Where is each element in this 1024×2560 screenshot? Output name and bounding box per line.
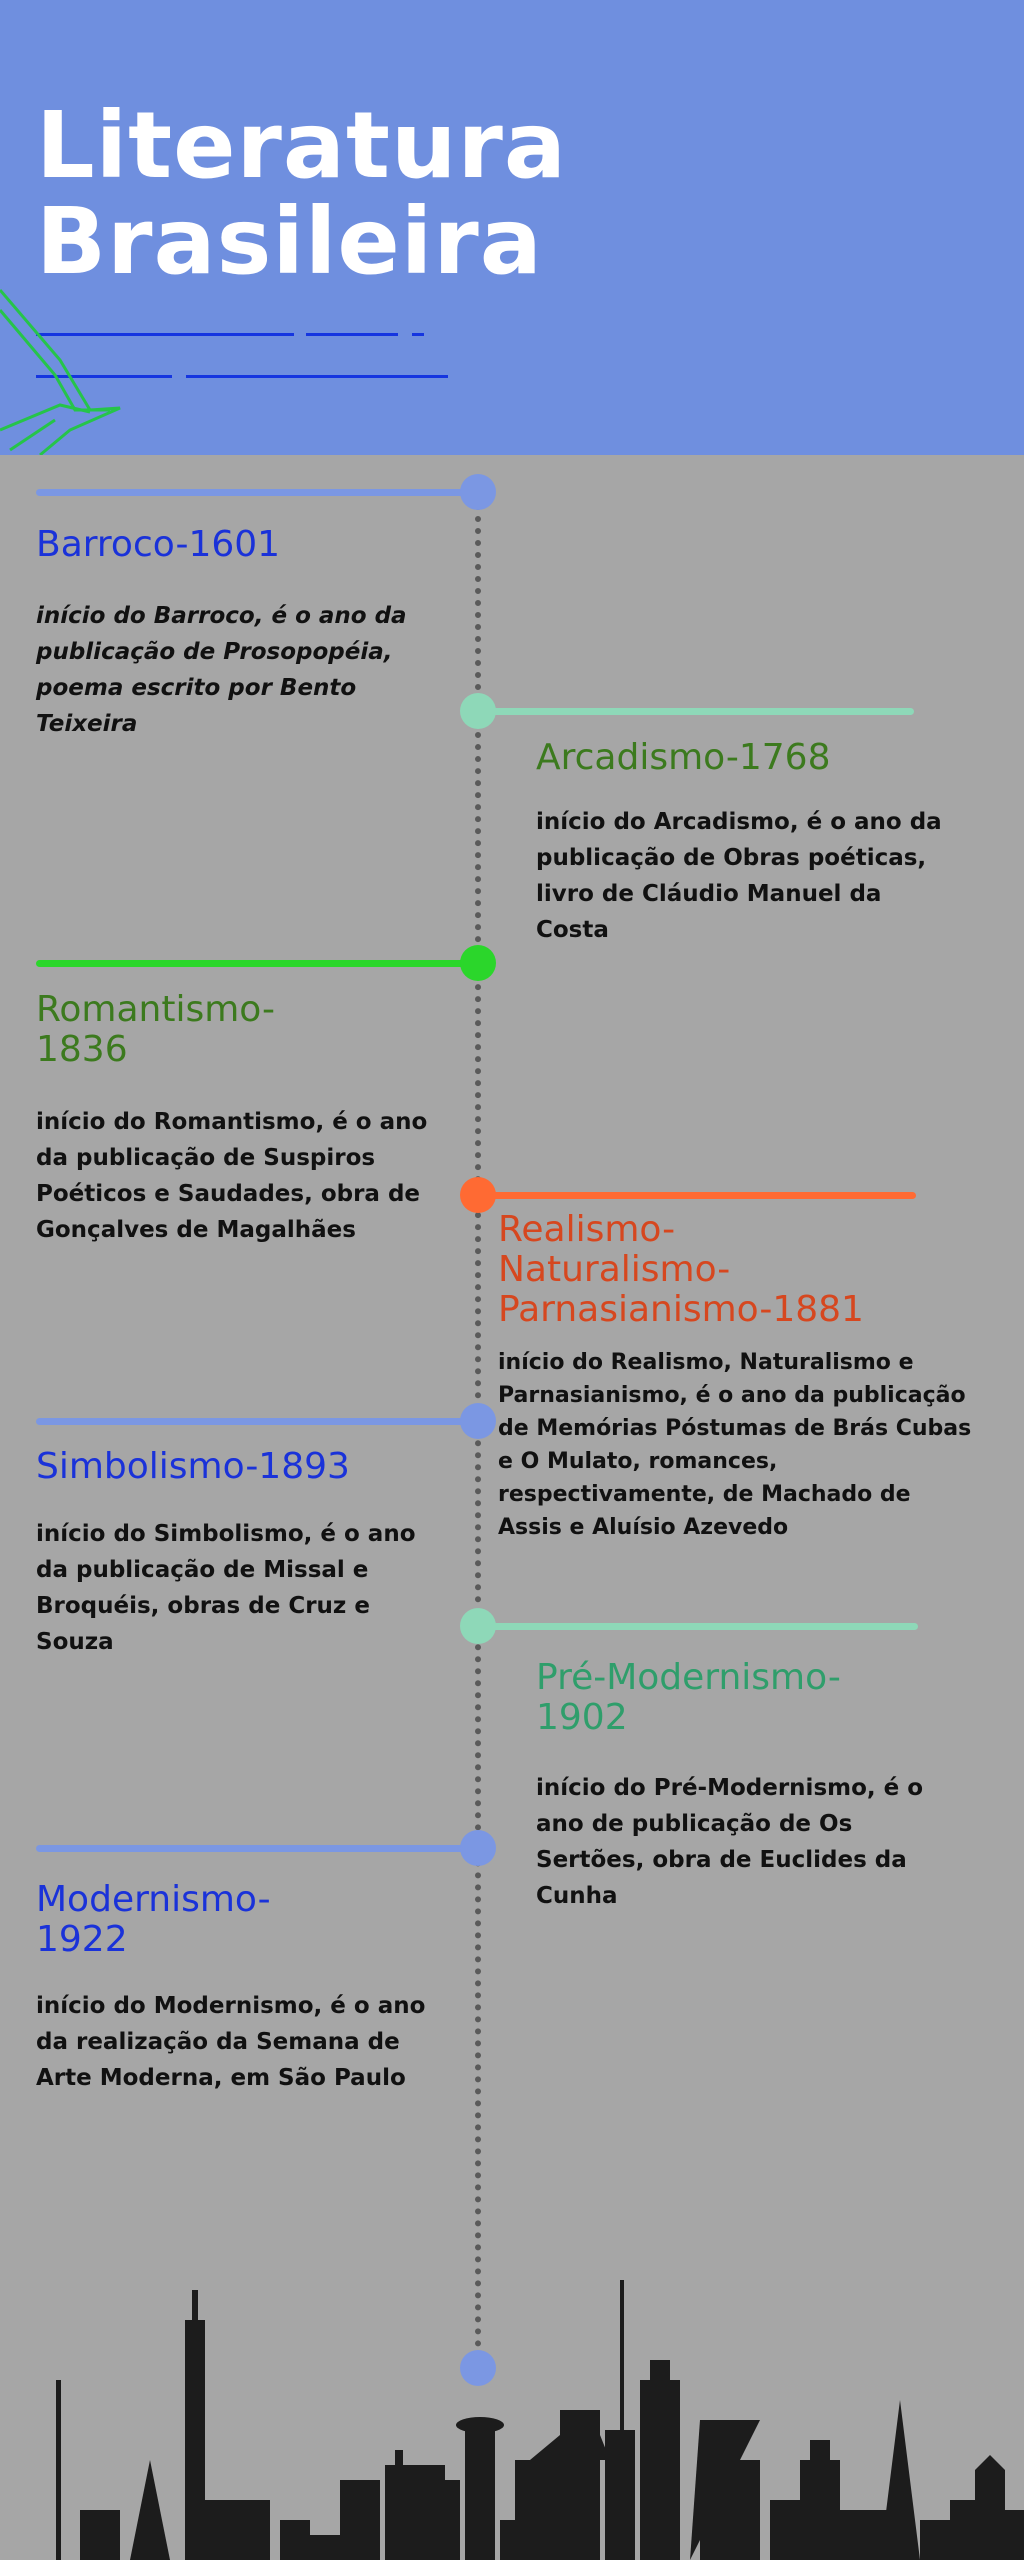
timeline-node [460,474,496,510]
header-decor-line [306,333,398,336]
entry-title-romantismo: Romantismo- 1836 [36,989,275,1070]
timeline-connector [478,708,914,715]
header-banner [0,0,1024,455]
entry-desc-romantismo: início do Romantismo, é o ano da publicação de Suspiros Poéticos e Saudades, obra de Gonçalves de Magalhães [36,1109,428,1243]
timeline-node [460,1177,496,1213]
timeline-connector [478,1192,916,1199]
entry-desc-simbolismo: início do Simbolismo, é o ano da publicação de Missal e Broquéis, obras de Cruz e Souza [36,1521,416,1655]
timeline-connector [36,960,476,967]
timeline-connector [36,1845,476,1852]
entry-desc-pre-modernismo: início do Pré-Modernismo, é o ano de publicação de Os Sertões, obra de Euclides da Cunha [536,1775,924,1909]
timeline-node [460,693,496,729]
timeline-connector [36,489,476,496]
timeline-connector [36,1418,476,1425]
entry-title-modernismo: Modernismo- 1922 [36,1879,271,1960]
entry-title-simbolismo: Simbolismo-1893 [36,1446,350,1487]
timeline-node [460,1830,496,1866]
title-line-2: Brasileira [36,188,543,295]
city-skyline-illustration [0,2260,1024,2560]
header-decor-line [186,375,448,378]
timeline-node [460,945,496,981]
entry-title-pre-modernismo: Pré-Modernismo- 1902 [536,1657,841,1738]
page-title [36,92,567,295]
entry-desc-arcadismo: início do Arcadismo, é o ano da publicação de Obras poéticas, livro de Cláudio Manuel da Costa [536,809,942,943]
timeline-connector [478,1623,918,1630]
title-line-1: Literatura [36,92,567,199]
timeline-node [460,1403,496,1439]
entry-desc-barroco: início do Barroco, é o ano da publicação de Prosopopéia, poema escrito por Bento Teixeira [36,603,407,737]
entry-title-arcadismo: Arcadismo-1768 [536,737,831,778]
header-decor-line [412,333,424,336]
entry-title-barroco: Barroco-1601 [36,524,281,565]
entry-desc-modernismo: início do Modernismo, é o ano da realização da Semana de Arte Moderna, em São Paulo [36,1993,426,2091]
entry-desc-realismo: início do Realismo, Naturalismo e Parnasianismo, é o ano da publicação de Memórias Póstumas de Brás Cubas e O Mulato, romances, respectivamente, de Machado de Assis e Aluísio Azevedo [498,1350,972,1540]
timeline-node [460,1608,496,1644]
plane-outline-icon [0,280,140,455]
entry-title-realismo: Realismo- Naturalismo- Parnasianismo-1881 [498,1209,864,1330]
